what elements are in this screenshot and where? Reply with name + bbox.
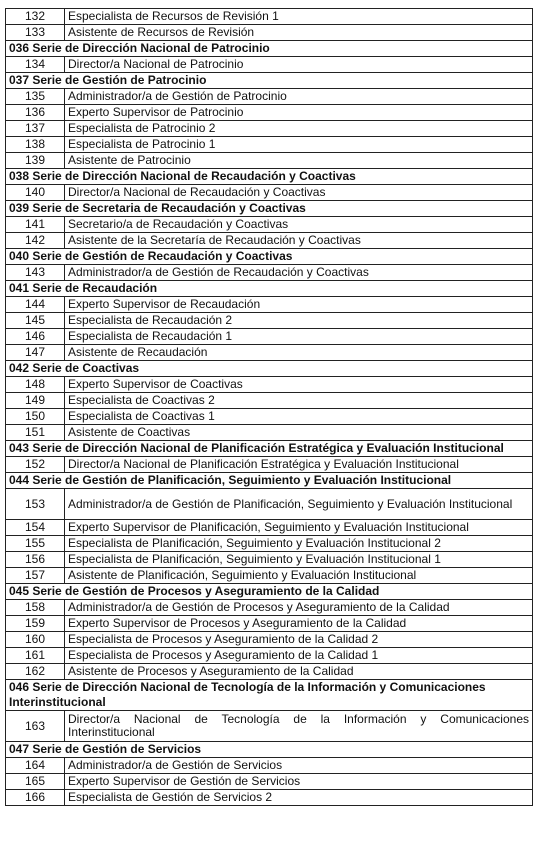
position-title: Secretario/a de Recaudación y Coactivas	[65, 217, 533, 233]
position-title: Director/a Nacional de Planificación Estratégica y Evaluación Institucional	[65, 457, 533, 473]
series-header: 044 Serie de Gestión de Planificación, Seguimiento y Evaluación Institucional	[6, 473, 533, 489]
position-title: Especialista de Recaudación 2	[65, 313, 533, 329]
position-title: Especialista de Patrocinio 1	[65, 137, 533, 153]
position-row	[6, 25, 533, 41]
series-header-row	[6, 249, 533, 265]
series-header: 040 Serie de Gestión de Recaudación y Coactivas	[6, 249, 533, 265]
series-header: 039 Serie de Secretaria de Recaudación y Coactivas	[6, 201, 533, 217]
position-title: Asistente de Recursos de Revisión	[65, 25, 533, 41]
position-title: Experto Supervisor de Planificación, Seguimiento y Evaluación Institucional	[65, 520, 533, 536]
position-number: 149	[6, 393, 65, 409]
position-title: Especialista de Procesos y Aseguramiento de la Calidad 2	[65, 632, 533, 648]
position-title: Especialista de Patrocinio 2	[65, 121, 533, 137]
position-row	[6, 758, 533, 774]
position-title: Especialista de Recaudación 1	[65, 329, 533, 345]
position-row	[6, 393, 533, 409]
position-number: 161	[6, 648, 65, 664]
position-row	[6, 105, 533, 121]
position-title: Administrador/a de Gestión de Procesos y Aseguramiento de la Calidad	[65, 600, 533, 616]
position-title: Asistente de Planificación, Seguimiento y Evaluación Institucional	[65, 568, 533, 584]
position-row	[6, 265, 533, 281]
position-row	[6, 57, 533, 73]
position-title: Experto Supervisor de Recaudación	[65, 297, 533, 313]
series-header: 037 Serie de Gestión de Patrocinio	[6, 73, 533, 89]
series-header: 047 Serie de Gestión de Servicios	[6, 742, 533, 758]
position-row	[6, 774, 533, 790]
position-title: Especialista de Planificación, Seguimiento y Evaluación Institucional 2	[65, 536, 533, 552]
series-header: 038 Serie de Dirección Nacional de Recaudación y Coactivas	[6, 169, 533, 185]
position-number: 156	[6, 552, 65, 568]
position-title: Experto Supervisor de Gestión de Servicios	[65, 774, 533, 790]
position-number: 145	[6, 313, 65, 329]
series-header-row	[6, 742, 533, 758]
position-number: 142	[6, 233, 65, 249]
position-title: Asistente de Coactivas	[65, 425, 533, 441]
position-title: Director/a Nacional de Tecnología de la Información y Comunicaciones Interinstitucional	[65, 711, 533, 742]
position-row	[6, 89, 533, 105]
position-row	[6, 9, 533, 25]
series-header-row	[6, 473, 533, 489]
series-header: 036 Serie de Dirección Nacional de Patrocinio	[6, 41, 533, 57]
position-title: Administrador/a de Gestión de Patrocinio	[65, 89, 533, 105]
position-number: 139	[6, 153, 65, 169]
series-header: 046 Serie de Dirección Nacional de Tecnología de la Información y Comunicaciones Interinstitucional	[6, 680, 533, 711]
position-number: 166	[6, 790, 65, 806]
position-row	[6, 520, 533, 536]
positions-table	[5, 8, 533, 806]
position-number: 136	[6, 105, 65, 121]
position-row	[6, 616, 533, 632]
position-number: 160	[6, 632, 65, 648]
position-number: 137	[6, 121, 65, 137]
series-header-row	[6, 169, 533, 185]
series-header-row	[6, 73, 533, 89]
position-title: Especialista de Coactivas 2	[65, 393, 533, 409]
position-title: Administrador/a de Gestión de Planificación, Seguimiento y Evaluación Institucional	[65, 489, 533, 520]
position-number: 146	[6, 329, 65, 345]
position-number: 141	[6, 217, 65, 233]
position-row	[6, 121, 533, 137]
position-row	[6, 457, 533, 473]
position-title: Experto Supervisor de Patrocinio	[65, 105, 533, 121]
position-number: 165	[6, 774, 65, 790]
series-header-row	[6, 361, 533, 377]
position-title: Especialista de Procesos y Aseguramiento de la Calidad 1	[65, 648, 533, 664]
position-number: 134	[6, 57, 65, 73]
position-title: Asistente de la Secretaría de Recaudación y Coactivas	[65, 233, 533, 249]
position-number: 164	[6, 758, 65, 774]
position-row	[6, 664, 533, 680]
position-row	[6, 552, 533, 568]
position-title: Administrador/a de Gestión de Recaudación y Coactivas	[65, 265, 533, 281]
position-title: Especialista de Recursos de Revisión 1	[65, 9, 533, 25]
position-row	[6, 489, 533, 520]
position-row	[6, 137, 533, 153]
position-row	[6, 297, 533, 313]
series-header: 043 Serie de Dirección Nacional de Planificación Estratégica y Evaluación Institucional	[6, 441, 533, 457]
series-header-row	[6, 281, 533, 297]
position-row	[6, 600, 533, 616]
position-number: 157	[6, 568, 65, 584]
position-number: 151	[6, 425, 65, 441]
position-row	[6, 536, 533, 552]
position-title: Especialista de Gestión de Servicios 2	[65, 790, 533, 806]
position-row	[6, 711, 533, 742]
position-title: Experto Supervisor de Coactivas	[65, 377, 533, 393]
position-number: 158	[6, 600, 65, 616]
position-title: Asistente de Recaudación	[65, 345, 533, 361]
position-title: Asistente de Procesos y Aseguramiento de la Calidad	[65, 664, 533, 680]
series-header-row	[6, 584, 533, 600]
position-row	[6, 790, 533, 806]
table-body	[6, 9, 533, 806]
position-number: 148	[6, 377, 65, 393]
series-header-row	[6, 201, 533, 217]
position-row	[6, 377, 533, 393]
series-header: 042 Serie de Coactivas	[6, 361, 533, 377]
position-number: 138	[6, 137, 65, 153]
position-row	[6, 185, 533, 201]
position-number: 143	[6, 265, 65, 281]
position-row	[6, 329, 533, 345]
position-title: Experto Supervisor de Procesos y Aseguramiento de la Calidad	[65, 616, 533, 632]
position-row	[6, 233, 533, 249]
position-title: Especialista de Planificación, Seguimiento y Evaluación Institucional 1	[65, 552, 533, 568]
position-row	[6, 632, 533, 648]
position-row	[6, 345, 533, 361]
position-number: 154	[6, 520, 65, 536]
series-header: 041 Serie de Recaudación	[6, 281, 533, 297]
position-number: 147	[6, 345, 65, 361]
position-number: 135	[6, 89, 65, 105]
series-header: 045 Serie de Gestión de Procesos y Aseguramiento de la Calidad	[6, 584, 533, 600]
position-row	[6, 153, 533, 169]
position-title: Director/a Nacional de Patrocinio	[65, 57, 533, 73]
position-number: 133	[6, 25, 65, 41]
position-title: Especialista de Coactivas 1	[65, 409, 533, 425]
position-number: 150	[6, 409, 65, 425]
position-number: 152	[6, 457, 65, 473]
position-row	[6, 568, 533, 584]
position-row	[6, 217, 533, 233]
position-row	[6, 313, 533, 329]
position-number: 159	[6, 616, 65, 632]
series-header-row	[6, 680, 533, 711]
position-title: Administrador/a de Gestión de Servicios	[65, 758, 533, 774]
position-number: 153	[6, 489, 65, 520]
series-header-row	[6, 41, 533, 57]
position-number: 132	[6, 9, 65, 25]
position-number: 162	[6, 664, 65, 680]
position-number: 144	[6, 297, 65, 313]
position-row	[6, 648, 533, 664]
position-number: 140	[6, 185, 65, 201]
position-title: Asistente de Patrocinio	[65, 153, 533, 169]
series-header-row	[6, 441, 533, 457]
position-row	[6, 409, 533, 425]
position-number: 155	[6, 536, 65, 552]
position-number: 163	[6, 711, 65, 742]
position-title: Director/a Nacional de Recaudación y Coactivas	[65, 185, 533, 201]
position-row	[6, 425, 533, 441]
